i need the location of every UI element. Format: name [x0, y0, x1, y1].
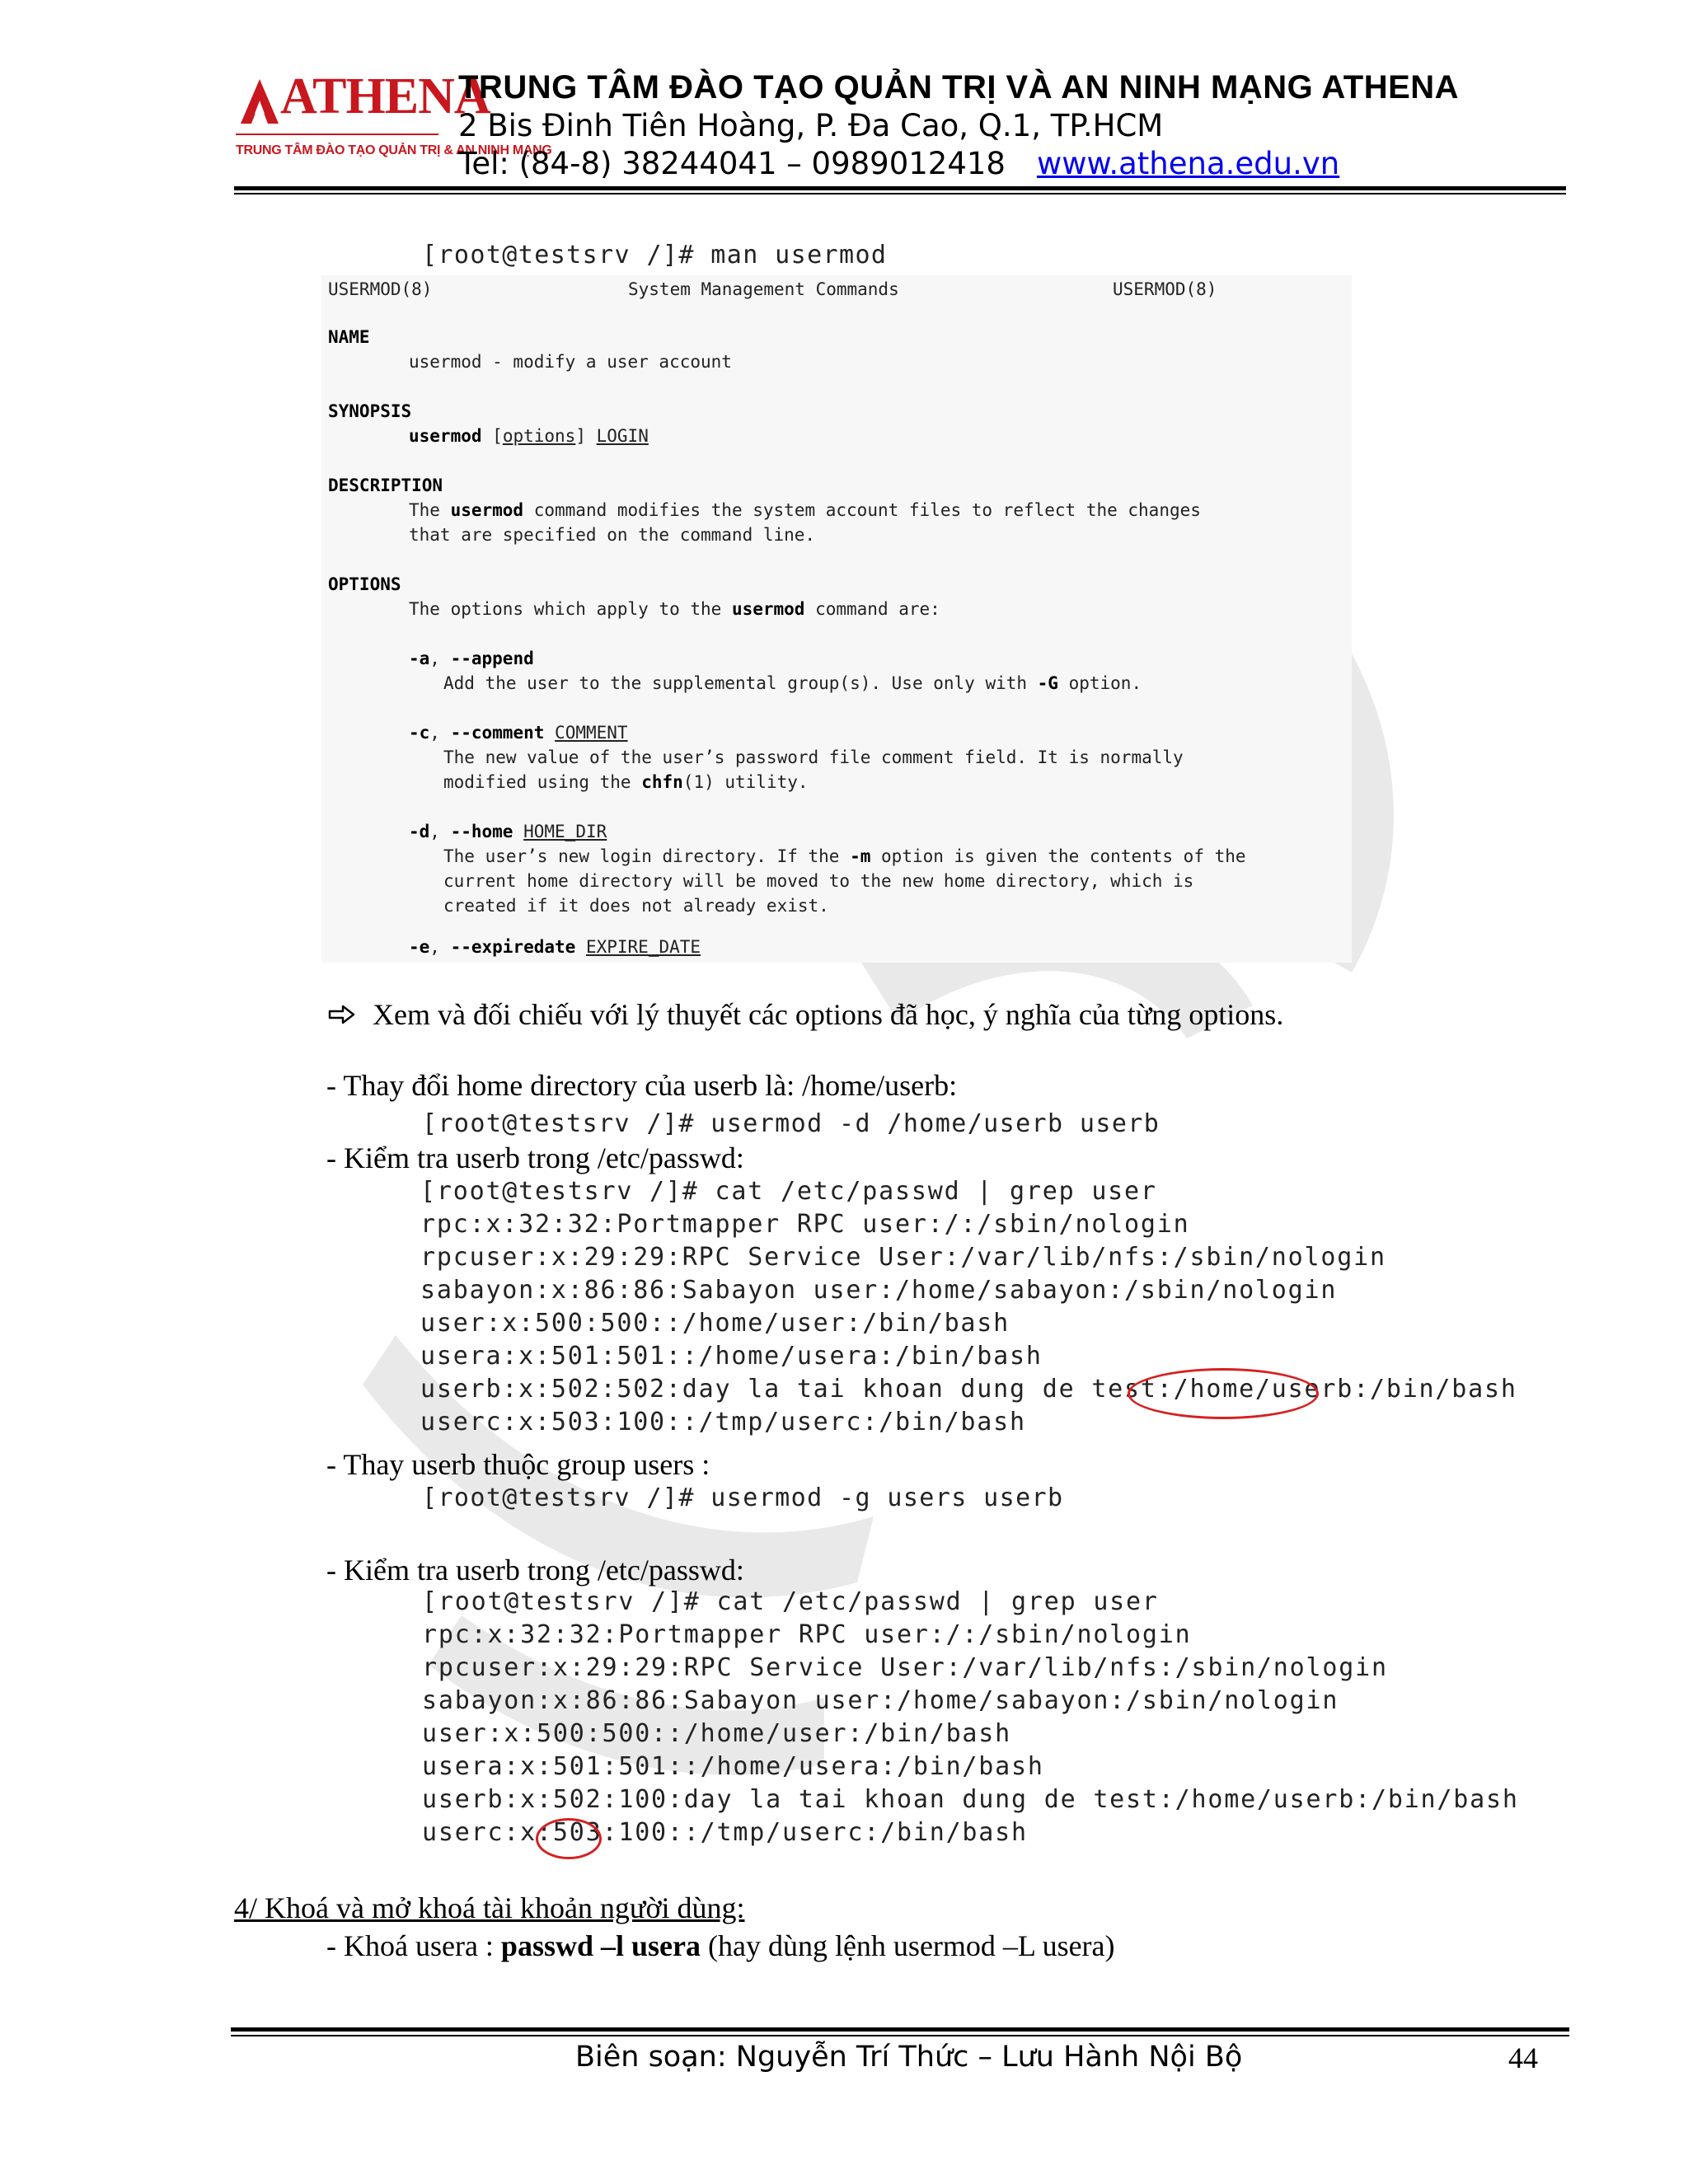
man-option-c: -c, --comment COMMENT [409, 723, 628, 743]
org-contact [458, 146, 1339, 181]
man-option-d: -d, --home HOME_DIR [409, 822, 607, 841]
man-description-line-2: that are specified on the command line. [409, 525, 816, 545]
man-option-c-desc-1: The new value of the user’s password file comment field. It is normally [443, 748, 1184, 767]
man-option-d-desc-2: current home directory will be moved to the new home directory, which is [443, 871, 1194, 891]
section-heading-lock: 4/ Khoá và mở khoá tài khoản người dùng: [234, 1891, 745, 1924]
man-synopsis-heading: SYNOPSIS [328, 401, 412, 421]
man-option-d-desc-1: The user’s new login directory. If the -m option is given the contents of the [443, 846, 1246, 866]
org-address: 2 Bis Đinh Tiên Hoàng, P. Đa Cao, Q.1, TP.HCM [458, 108, 1164, 143]
step-change-home: - Thay đổi home directory của userb là: /home/userb: [326, 1069, 958, 1102]
terminal-line: usera:x:501:501::/home/usera:/bin/bash [422, 1752, 1044, 1781]
man-description-heading: DESCRIPTION [328, 476, 443, 495]
man-options-intro: The options which apply to the usermod command are: [409, 599, 940, 619]
arrow-bullet-icon [328, 1004, 356, 1025]
bullet-text: Xem và đối chiếu với lý thuyết các options đã học, ý nghĩa của từng options. [373, 998, 1284, 1031]
terminal-line: rpcuser:x:29:29:RPC Service User:/var/lib/nfs:/sbin/nologin [420, 1243, 1386, 1272]
terminal-line: userc:x:503:100::/tmp/userc:/bin/bash [420, 1408, 1026, 1436]
step-check-passwd-1: - Kiểm tra userb trong /etc/passwd: [326, 1141, 744, 1174]
logo-divider [236, 134, 438, 135]
man-option-c-desc-2: modified using the chfn(1) utility. [443, 772, 809, 792]
usermod-home-command: [root@testsrv /]# usermod -d /home/userb userb [422, 1109, 1160, 1138]
org-phone: Tel: (84-8) 38244041 – 0989012418 [458, 146, 1006, 181]
terminal-line: sabayon:x:86:86:Sabayon user:/home/sabayon:/sbin/nologin [422, 1686, 1339, 1715]
footer-rule-thick [231, 2027, 1569, 2032]
terminal-line: userc:x:503:100::/tmp/userc:/bin/bash [422, 1818, 1028, 1847]
terminal-line: [root@testsrv /]# cat /etc/passwd | grep user [422, 1587, 1159, 1616]
highlight-uid-503 [536, 1818, 602, 1859]
man-name-text: usermod - modify a user account [409, 352, 732, 372]
usermod-group-command: [root@testsrv /]# usermod -g users userb [422, 1483, 1064, 1512]
footer-text: Biên soạn: Nguyễn Trí Thức – Lưu Hành Nội Bộ [575, 2041, 1243, 2074]
man-option-a-desc: Add the user to the supplemental group(s). Use only with -G option. [443, 673, 1142, 693]
terminal-line: rpcuser:x:29:29:RPC Service User:/var/lib/nfs:/sbin/nologin [422, 1653, 1388, 1682]
man-head-left: USERMOD(8) [328, 279, 433, 299]
header-rule-thick [234, 186, 1566, 190]
highlight-home-userb [1128, 1368, 1319, 1419]
header-rule-thin [234, 193, 1566, 194]
lock-instruction: - Khoá usera : passwd –l usera (hay dùng lệnh usermod –L usera) [326, 1929, 1115, 1962]
man-command-prompt: [root@testsrv /]# man usermod [422, 241, 888, 269]
man-synopsis-text: usermod [options] LOGIN [409, 426, 649, 446]
man-name-heading: NAME [328, 327, 370, 347]
website-link[interactable]: www.athena.edu.vn [1036, 146, 1340, 181]
org-name: TRUNG TÂM ĐÀO TẠO QUẢN TRỊ VÀ AN NINH MẠNG ATHENA [458, 69, 1460, 105]
terminal-line: [root@testsrv /]# cat /etc/passwd | grep user [420, 1177, 1157, 1206]
man-option-a: -a, --append [409, 649, 534, 668]
man-head-center: System Management Commands [628, 279, 899, 299]
terminal-line: user:x:500:500::/home/user:/bin/bash [420, 1309, 1010, 1338]
terminal-line: user:x:500:500::/home/user:/bin/bash [422, 1719, 1012, 1748]
passwd-output-1 [420, 1175, 1517, 1439]
terminal-line: rpc:x:32:32:Portmapper RPC user:/:/sbin/nologin [422, 1620, 1192, 1649]
man-page-screenshot [321, 275, 1352, 963]
lock-command: passwd –l usera [500, 1929, 701, 1962]
man-head-right: USERMOD(8) [1113, 279, 1217, 299]
terminal-line: usera:x:501:501::/home/usera:/bin/bash [420, 1342, 1043, 1371]
terminal-line: sabayon:x:86:86:Sabayon user:/home/sabayon:/sbin/nologin [420, 1276, 1338, 1305]
logo-text: ATHENA [280, 68, 490, 124]
man-option-e: -e, --expiredate EXPIRE_DATE [409, 937, 701, 957]
page-number: 44 [1508, 2041, 1538, 2074]
man-option-d-desc-3: created if it does not already exist. [443, 896, 829, 916]
man-options-heading: OPTIONS [328, 574, 401, 594]
terminal-line: rpc:x:32:32:Portmapper RPC user:/:/sbin/nologin [420, 1210, 1190, 1239]
logo-emblem-icon [239, 77, 280, 127]
logo-subtext: TRUNG TÂM ĐÀO TẠO QUẢN TRỊ & AN NINH MẠNG [236, 143, 552, 157]
athena-logo [236, 68, 552, 163]
footer-rule-thin [231, 2035, 1569, 2036]
passwd-output-2 [422, 1586, 1519, 1849]
step-change-group: - Thay userb thuộc group users : [326, 1448, 710, 1481]
terminal-line: userb:x:502:100:day la tai khoan dung de test:/home/userb:/bin/bash [422, 1785, 1519, 1814]
man-description-line-1: The usermod command modifies the system account files to reflect the changes [409, 500, 1201, 520]
terminal-line: userb:x:502:502:day la tai khoan dung de test:/home/userb:/bin/bash [420, 1375, 1517, 1404]
step-check-passwd-2: - Kiểm tra userb trong /etc/passwd: [326, 1554, 744, 1586]
